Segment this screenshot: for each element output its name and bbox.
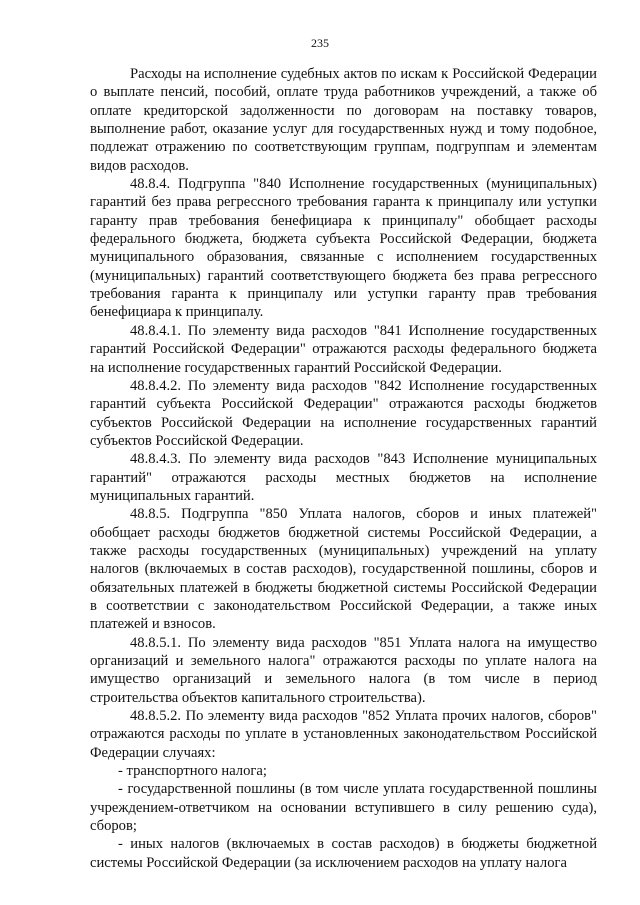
paragraph-48-8-5: 48.8.5. Подгруппа "850 Уплата налогов, сборов и иных платежей" обобщает расходы бюджетов бюджетной системы Российской Федерации, а также расходы государственных (муниципальных) учреждений на уплату налогов (включаемых в состав расходов), государственной пошлины, сборов и обязательных платежей в бюджеты бюджетной системы Российской Федерации в соответствии с законодательством Российской Федерации, а также иных платежей и взносов.: [90, 506, 597, 633]
paragraph-48-8-4-1: 48.8.4.1. По элементу вида расходов "841 Исполнение государственных гарантий Российской Федерации" отражаются расходы федерального бюджета на исполнение государственных гарантий Российской Федерации.: [90, 322, 597, 376]
paragraph-48-8-4-2: 48.8.4.2. По элементу вида расходов "842 Исполнение государственных гарантий субъекта Российской Федерации" отражаются расходы бюджетов субъектов Российской Федерации на исполнение государственных гарантий субъектов Российской Федерации.: [90, 377, 597, 449]
paragraph-48-8-4: 48.8.4. Подгруппа "840 Исполнение государственных (муниципальных) гарантий без права регрессного требования гаранта к принципалу или уступки гаранту прав требования бенефициара к принципалу" обобщает расходы федерального бюджета, бюджета субъекта Российской Федерации, бюджета муниципального образования, связанные с исполнением государственных (муниципальных) гарантий соответствующего бюджета без права регрессного требования гаранта к принципалу или уступки гаранту прав требования бенефициара к принципалу.: [90, 176, 597, 321]
paragraph-court-acts: Расходы на исполнение судебных актов по искам к Российской Федерации о выплате пенсий, пособий, оплате труда работников учреждений, а также об оплате кредиторской задолженности по договорам на поставку товаров, выполнение работ, оказание услуг для государственных нужд и тому подобное, подлежат отражению по соответствующим группам, подгруппам и элементам видов расходов.: [90, 66, 597, 174]
list-item-transport-tax: - транспортного налога;: [118, 763, 267, 780]
paragraph-48-8-5-2: 48.8.5.2. По элементу вида расходов "852 Уплата прочих налогов, сборов" отражаются расходы по уплате в установленных законодательством Российской Федерации случаях:: [90, 708, 597, 761]
list-item-other-taxes: - иных налогов (включаемых в состав расходов) в бюджеты бюджетной системы Российской Федерации (за исключением расходов на уплату налога: [90, 836, 597, 871]
page-number: 235: [311, 36, 329, 50]
paragraph-48-8-4-3: 48.8.4.3. По элементу вида расходов "843 Исполнение муниципальных гарантий" отражаются расходы местных бюджетов на исполнение муниципальных гарантий.: [90, 451, 597, 504]
document-body: [90, 65, 597, 872]
list-item-state-duty: - государственной пошлины (в том числе уплата государственной пошлины учреждением-ответчиком на основании вступившего в силу решению суда), сборов;: [90, 781, 597, 835]
paragraph-48-8-5-1: 48.8.5.1. По элементу вида расходов "851 Уплата налога на имущество организаций и земельного налога" отражаются расходы по уплате налога на имущество организаций и земельного налога (в том числе в период строительства объектов капитального строительства).: [90, 634, 597, 706]
